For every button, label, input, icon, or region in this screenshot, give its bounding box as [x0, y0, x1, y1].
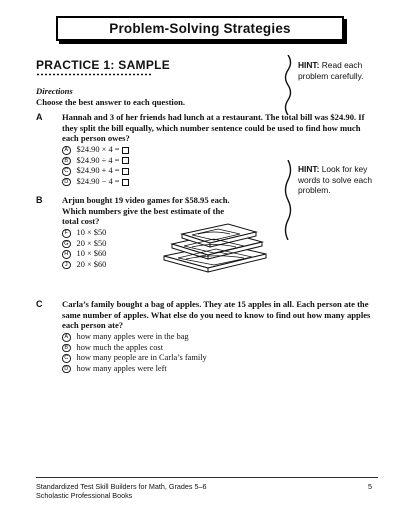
- page-number: 5: [368, 482, 372, 491]
- answer-bubble[interactable]: B: [62, 344, 71, 353]
- answer-choice[interactable]: [62, 239, 106, 250]
- blank-box: [122, 179, 129, 186]
- choice-text: how many apples were left: [76, 363, 167, 373]
- directions-title: Directions: [36, 86, 73, 96]
- answer-choice[interactable]: [62, 260, 106, 271]
- answer-choice[interactable]: [62, 343, 207, 354]
- choice-text: how many apples were in the bag: [76, 332, 189, 341]
- banner-title: Problem-Solving Strategies: [109, 21, 291, 36]
- answer-choice[interactable]: [62, 353, 207, 364]
- answer-choice[interactable]: [62, 166, 129, 177]
- footer-book-title: Standardized Test Skill Builders for Math, Grades 5–6: [36, 482, 207, 491]
- hint-text: Look for key: [321, 164, 368, 174]
- answer-choices: [62, 228, 106, 270]
- blank-box: [122, 157, 129, 164]
- directions-text: Choose the best answer to each question.: [36, 97, 186, 107]
- answer-choice[interactable]: [62, 177, 129, 188]
- hint-text: words to solve each: [298, 174, 373, 185]
- answer-choices: [62, 145, 129, 187]
- question-line: Carla’s family bought a bag of apples. They ate 15 apples in all. Each person ate the: [62, 299, 369, 309]
- video-games-illustration: [158, 222, 270, 274]
- question-line: Arjun bought 19 video games for $58.95 each.: [62, 195, 230, 205]
- squiggle-divider-top: [282, 55, 294, 115]
- question-line: same number of apples. What else do you need to know to find out how many apples: [62, 309, 371, 320]
- hint-read-carefully: [298, 60, 363, 81]
- answer-choice[interactable]: [62, 228, 106, 239]
- hint-label: HINT:: [298, 164, 320, 174]
- answer-bubble[interactable]: D: [62, 178, 71, 187]
- hint-text: problem.: [298, 185, 331, 195]
- answer-choice[interactable]: [62, 156, 129, 167]
- answer-bubble[interactable]: C: [62, 354, 71, 363]
- footer-publisher: Scholastic Professional Books: [36, 491, 133, 500]
- footer-divider: [36, 477, 378, 478]
- choice-text: $24.90 × 4 =: [76, 145, 120, 154]
- answer-bubble[interactable]: G: [62, 240, 71, 249]
- question-letter: C: [36, 299, 43, 309]
- blank-box: [122, 168, 129, 175]
- dotted-underline: [36, 73, 152, 76]
- hint-key-words: [298, 164, 372, 196]
- footer-source: [36, 482, 206, 500]
- squiggle-divider-bottom: [282, 160, 294, 240]
- choice-text: 20 × $60: [76, 259, 107, 269]
- answer-choice[interactable]: [62, 364, 207, 375]
- question-text: [62, 112, 365, 144]
- question-line: Which numbers give the best estimate of the: [62, 205, 225, 216]
- question-letter: B: [36, 195, 43, 205]
- answer-choice[interactable]: [62, 332, 207, 343]
- answer-choices: [62, 332, 207, 374]
- choice-text: $24.90 + 4 =: [76, 166, 120, 176]
- answer-bubble[interactable]: A: [62, 333, 71, 342]
- answer-bubble[interactable]: D: [62, 365, 71, 374]
- question-letter: A: [36, 112, 43, 122]
- answer-bubble[interactable]: J: [62, 261, 71, 270]
- choice-text: $24.90 − 4 =: [76, 176, 120, 186]
- question-line: they split the bill equally, which number sentence could be used to find how much: [62, 122, 361, 133]
- page-banner: [56, 16, 344, 41]
- choice-text: 10 × $60: [76, 249, 107, 259]
- answer-choice[interactable]: [62, 145, 129, 156]
- hint-text: Read each: [321, 60, 363, 70]
- hint-label: HINT:: [298, 60, 320, 70]
- practice-heading: PRACTICE 1: SAMPLE: [36, 58, 171, 72]
- blank-box: [122, 147, 129, 154]
- question-line: each person ate?: [62, 320, 124, 330]
- choice-text: 20 × $50: [76, 238, 107, 248]
- hint-text: problem carefully.: [298, 70, 364, 81]
- choice-text: how many people are in Carla’s family: [76, 353, 207, 363]
- answer-bubble[interactable]: A: [62, 146, 71, 155]
- directions: [36, 86, 185, 107]
- question-line: total cost?: [62, 216, 100, 226]
- choice-text: 10 × $50: [76, 228, 107, 237]
- answer-bubble[interactable]: B: [62, 157, 71, 166]
- answer-bubble[interactable]: C: [62, 167, 71, 176]
- choice-text: $24.90 ÷ 4 =: [76, 155, 120, 165]
- choice-text: how much the apples cost: [76, 342, 164, 352]
- answer-choice[interactable]: [62, 249, 106, 260]
- question-text: [62, 299, 370, 331]
- question-line: each person owes?: [62, 133, 130, 143]
- question-line: Hannah and 3 of her friends had lunch at a restaurant. The total bill was $24.90. If: [62, 112, 365, 122]
- answer-bubble[interactable]: F: [62, 229, 71, 238]
- answer-bubble[interactable]: H: [62, 250, 71, 259]
